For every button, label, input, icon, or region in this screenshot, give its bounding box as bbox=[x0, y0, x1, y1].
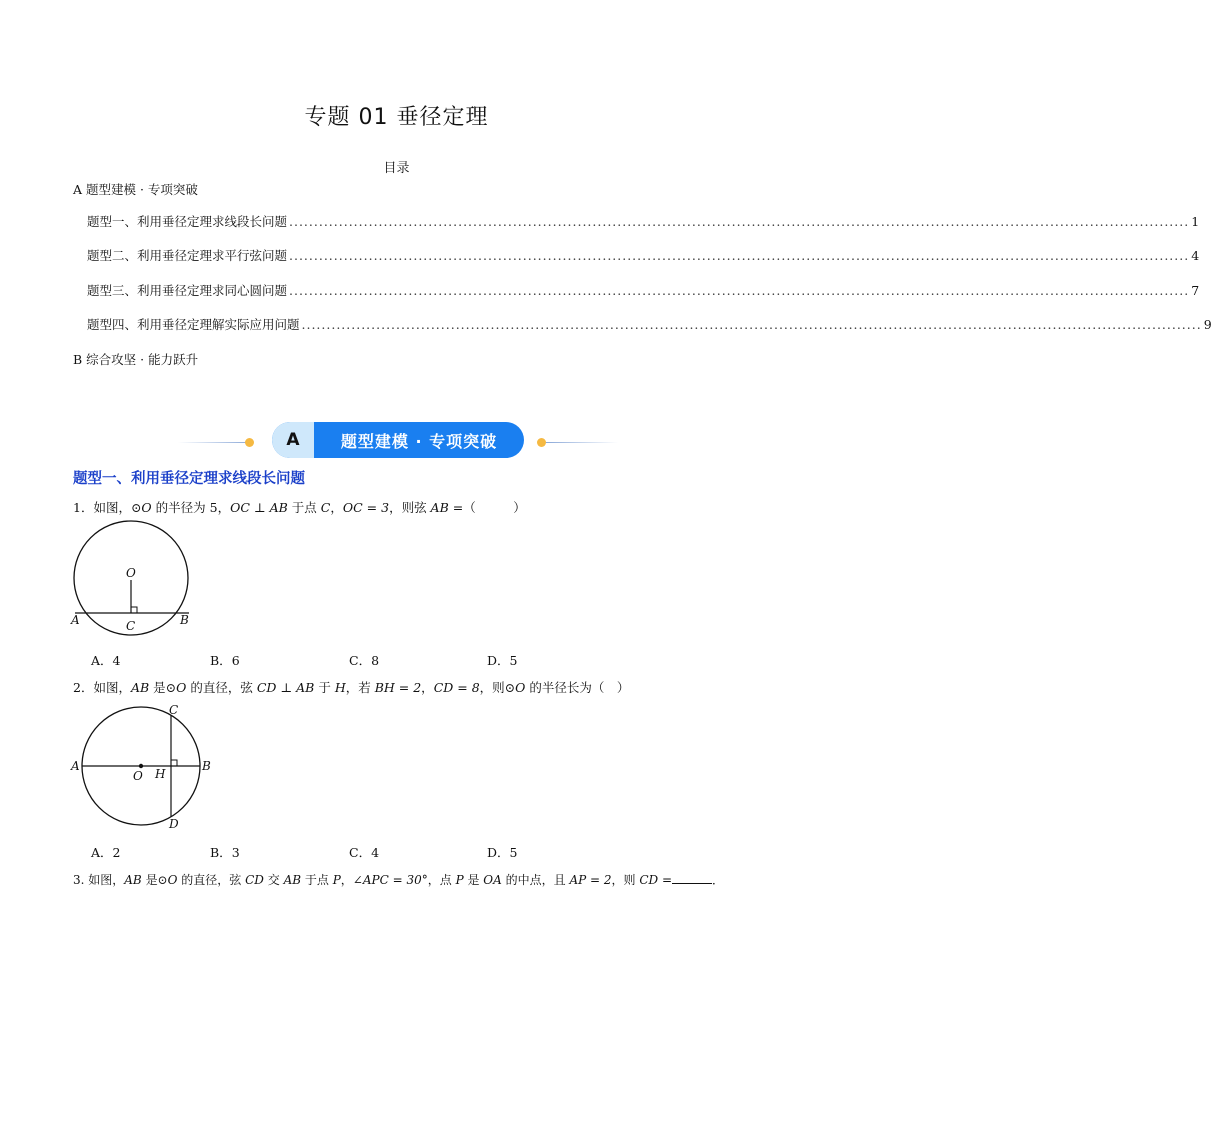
q1-label-o: O bbox=[126, 566, 136, 580]
option-key: D． bbox=[487, 653, 510, 668]
toc-entry[interactable] bbox=[87, 212, 1200, 229]
q3-point-p: P bbox=[332, 873, 341, 887]
option-value: 6 bbox=[231, 653, 240, 668]
q2-text: ， bbox=[421, 680, 434, 695]
q2-center-dot bbox=[139, 764, 143, 768]
q1-text: 于点 bbox=[287, 500, 321, 515]
q2-label-a: A bbox=[71, 759, 80, 773]
banner-letter: A bbox=[272, 422, 314, 458]
toc-entry[interactable] bbox=[87, 315, 1212, 332]
q2-perp: CD ⊥ AB bbox=[256, 680, 315, 695]
q2-label-o: O bbox=[133, 769, 143, 783]
q3-text: 是 bbox=[141, 873, 158, 887]
banner-right-dot bbox=[537, 438, 546, 447]
q3-text: 的直径，弦 bbox=[177, 873, 246, 887]
q2-cd-value: CD = 8 bbox=[433, 680, 480, 695]
q1-text: 的半径为 5， bbox=[151, 500, 231, 515]
option-value: 8 bbox=[371, 653, 380, 668]
toc-section-a[interactable]: A 题型建模 · 专项突破 bbox=[73, 182, 198, 197]
q3-text: 于点 bbox=[301, 873, 333, 887]
toc-entry[interactable] bbox=[87, 246, 1200, 263]
toc-entry-page: 1 bbox=[1191, 214, 1200, 229]
q1-point-c: C bbox=[320, 500, 331, 515]
q1-circle-o: ⊙O bbox=[130, 500, 152, 515]
q3-ab: AB bbox=[283, 873, 302, 887]
q3-text: ， bbox=[340, 873, 353, 887]
q1-option-c[interactable] bbox=[349, 651, 379, 669]
q1-perp: OC ⊥ AB bbox=[230, 500, 288, 515]
toc-entry-page: 9 bbox=[1203, 317, 1212, 332]
q3-oa: OA bbox=[483, 873, 502, 887]
q2-label-c: C bbox=[169, 703, 179, 717]
q3-cd: CD bbox=[245, 873, 264, 887]
q3-answer-blank[interactable] bbox=[672, 883, 712, 884]
q3-ab: AB bbox=[124, 873, 142, 887]
option-value: 3 bbox=[231, 845, 240, 860]
q3-number: 3. 如图， bbox=[73, 873, 125, 887]
option-key: A． bbox=[91, 845, 113, 860]
banner-left-line bbox=[178, 442, 250, 443]
toc-entry-label: 题型二、利用垂径定理求平行弦问题 bbox=[87, 248, 288, 263]
q2-text: 的直径，弦 bbox=[186, 680, 257, 695]
q2-option-b[interactable] bbox=[210, 843, 240, 861]
q2-number: 2．如图， bbox=[73, 680, 131, 695]
q1-option-a[interactable] bbox=[91, 651, 120, 669]
option-key: B． bbox=[210, 653, 232, 668]
q2-label-h: H bbox=[155, 767, 166, 781]
option-value: 2 bbox=[112, 845, 121, 860]
question-1 bbox=[73, 498, 526, 516]
q2-ab: AB bbox=[130, 680, 150, 695]
banner-left-dot bbox=[245, 438, 254, 447]
q3-cd: CD = bbox=[639, 873, 672, 887]
q3-text: ． bbox=[712, 873, 725, 887]
q3-text: 是 bbox=[463, 873, 484, 887]
q1-oc-value: OC = 3 bbox=[342, 500, 390, 515]
q3-text: 的中点，且 bbox=[501, 873, 570, 887]
q3-point-p: P bbox=[455, 873, 464, 887]
toc-leader-dots: ..................................................................................................................................................................................... bbox=[289, 214, 1190, 229]
q2-text: 是 bbox=[149, 680, 166, 695]
q2-answer-paren: 的半径长为（ ） bbox=[525, 680, 630, 695]
toc-entry-label: 题型一、利用垂径定理求线段长问题 bbox=[87, 214, 288, 229]
option-key: C． bbox=[349, 653, 372, 668]
option-value: 4 bbox=[112, 653, 121, 668]
q2-label-d: D bbox=[169, 817, 179, 831]
question-2 bbox=[73, 678, 629, 696]
q1-right-angle-mark bbox=[131, 607, 137, 613]
q3-ap-value: AP = 2 bbox=[569, 873, 612, 887]
q3-text: ，则 bbox=[611, 873, 640, 887]
option-key: B． bbox=[210, 845, 232, 860]
q2-circle-o: ⊙O bbox=[504, 680, 526, 695]
page-title: 专题 01 垂径定理 bbox=[304, 105, 489, 130]
option-value: 4 bbox=[371, 845, 380, 860]
q2-figure bbox=[68, 700, 218, 832]
toc-leader-dots: ..................................................................................................................................................................................... bbox=[301, 317, 1202, 332]
section-banner bbox=[272, 422, 524, 458]
banner-right-line bbox=[546, 442, 618, 443]
option-value: 5 bbox=[509, 653, 518, 668]
toc-entry-label: 题型四、利用垂径定理解实际应用问题 bbox=[87, 317, 300, 332]
q1-text: ，则弦 bbox=[389, 500, 431, 515]
q1-answer-paren: （ ） bbox=[463, 500, 526, 515]
q1-option-b[interactable] bbox=[210, 651, 240, 669]
q1-ab: AB = bbox=[430, 500, 464, 515]
q2-option-d[interactable] bbox=[487, 843, 517, 861]
toc-leader-dots: ..................................................................................................................................................................................... bbox=[289, 283, 1190, 298]
toc-entry-page: 7 bbox=[1191, 283, 1200, 298]
q2-right-angle-mark bbox=[171, 760, 177, 766]
q2-bh-value: BH = 2 bbox=[374, 680, 422, 695]
option-value: 5 bbox=[509, 845, 518, 860]
q2-text: 于 bbox=[314, 680, 335, 695]
toc-section-b[interactable]: B 综合攻坚 · 能力跃升 bbox=[73, 352, 199, 367]
q1-label-b: B bbox=[180, 613, 189, 627]
q2-option-a[interactable] bbox=[91, 843, 120, 861]
option-key: C． bbox=[349, 845, 372, 860]
type1-heading: 题型一、利用垂径定理求线段长问题 bbox=[73, 471, 305, 487]
toc-entry-label: 题型三、利用垂径定理求同心圆问题 bbox=[87, 283, 288, 298]
q3-text: ，点 bbox=[427, 873, 456, 887]
q2-option-c[interactable] bbox=[349, 843, 379, 861]
q2-text: ，若 bbox=[345, 680, 375, 695]
question-3 bbox=[73, 871, 724, 888]
toc-leader-dots: ..................................................................................................................................................................................... bbox=[289, 248, 1190, 263]
q1-text: ， bbox=[330, 500, 343, 515]
q1-option-d[interactable] bbox=[487, 651, 517, 669]
toc-entry[interactable] bbox=[87, 281, 1200, 298]
banner-text: 题型建模 · 专项突破 bbox=[340, 431, 498, 451]
option-key: A． bbox=[91, 653, 113, 668]
q2-point-h: H bbox=[334, 680, 346, 695]
q3-circle-o: ⊙O bbox=[157, 873, 178, 887]
q3-angle: ∠APC = 30° bbox=[352, 873, 428, 887]
option-key: D． bbox=[487, 845, 510, 860]
q1-number: 1．如图， bbox=[73, 500, 131, 515]
q1-figure bbox=[68, 520, 198, 635]
q1-label-c: C bbox=[126, 619, 136, 633]
q2-text: ，则 bbox=[479, 680, 505, 695]
q2-circle-o: ⊙O bbox=[165, 680, 187, 695]
q3-text: 交 bbox=[263, 873, 284, 887]
q1-label-a: A bbox=[71, 613, 80, 627]
q2-label-b: B bbox=[202, 759, 211, 773]
toc-heading: 目录 bbox=[383, 161, 410, 176]
toc-entry-page: 4 bbox=[1191, 248, 1200, 263]
